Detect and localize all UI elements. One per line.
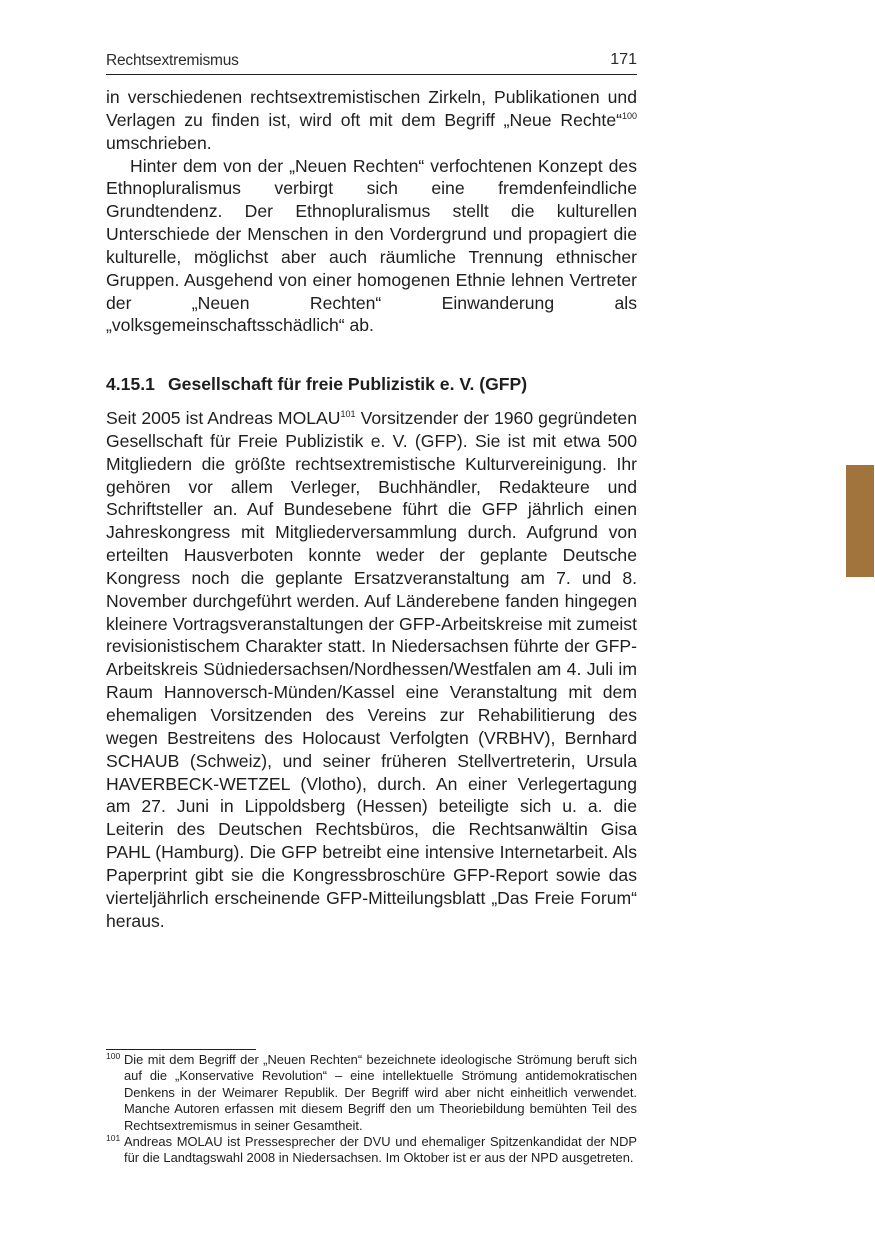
running-title: Rechtsextremismus <box>106 52 239 69</box>
section-title: Gesellschaft für freie Publizistik e. V. (GFP) <box>168 374 528 394</box>
footnote-100 <box>106 1052 637 1134</box>
intro-p1-tail: umschrieben. <box>106 132 212 153</box>
running-header <box>106 50 637 75</box>
section-heading <box>106 374 637 395</box>
footnotes <box>106 1052 637 1167</box>
section-p-rest: Vorsitzender der 1960 gegründeten Gesellschaft für Freie Publizistik e. V. (GFP). Sie ist mit etwa 500 Mitgliedern die größte rechtsextremistische Kulturvereinigung. Ihr gehören vor allem Verleger, Buchhändler, Redakteure und Schriftsteller an. Auf Bundesebene führt die GFP jährlich einen Jahreskongress mit Mitgliederversammlung durch. Aufgrund von erteilten Hausverboten konnte weder der geplante Deutsche Kongress noch die geplante Ersatzveranstaltung am 7. und 8. November durchgeführt werden. Auf Länderebene fanden hingegen kleinere Vortragsveranstaltungen der GFP-Arbeitskreise mit zumeist revisionistischem Charakter statt. In Niedersachsen führte der GFP-Arbeitskreis Südniedersachsen/Nordhessen/Westfalen am 4. Juli im Raum Hannoversch-Münden/Kassel eine Veranstaltung mit dem ehemaligen Vorsitzenden des Vereins zur Rehabilitierung des wegen Bestreitens des Holocaust Verfolgten (VRBHV), Bernhard SCHAUB (Schweiz), und seiner früheren Stellvertreterin, Ursula HAVERBECK-WETZEL (Vlotho), durch. An einer Verlegertagung am 27. Juni in Lippoldsberg (Hessen) beteiligte sich u. a. die Leiterin des Deutschen Rechtsbüros, die Rechtsanwältin Gisa PAHL (Hamburg). Die GFP betreibt eine intensive Internetarbeit. Als Paperprint gibt sie die Kongressbroschüre GFP-Report sowie das vierteljährlich erscheinende GFP-Mitteilungsblatt „Das Freie Forum“ heraus. <box>106 408 637 931</box>
intro-p1-text: in verschiedenen rechtsextremistischen Zirkeln, Publikationen und Verlagen zu finden ist, wird oft mit dem Begriff „Neue Rechte“ <box>106 87 637 130</box>
footnote-number: 101 <box>106 1133 121 1144</box>
footnote-ref-101[interactable]: 101 <box>340 409 356 419</box>
section-paragraph <box>106 407 637 932</box>
footnote-text: Die mit dem Begriff der „Neuen Rechten“ bezeichnete ideologische Strömung beruft sich auf die „Konservative Revolution“ – eine intellektuelle Strömung antidemokratischen Denkens in der Weimarer Republik. Der Begriff wird aber nicht einheitlich verwendet. Manche Autoren erfassen mit diesem Begriff den um Theoriebildung bemühten Teil des Rechtsextremismus in seiner Gesamtheit. <box>124 1052 637 1133</box>
chapter-thumb-tab <box>846 465 874 577</box>
footnote-text: Andreas MOLAU ist Pressesprecher der DVU und ehemaliger Spitzenkandidat der NDP für die Landtagswahl 2008 in Niedersachsen. Im Oktober ist er aus der NPD ausgetreten. <box>124 1134 637 1166</box>
section-text <box>106 407 637 932</box>
intro-paragraph-1 <box>106 86 637 155</box>
page-number: 171 <box>610 51 637 68</box>
footnote-101 <box>106 1134 637 1167</box>
section-p-start: Seit 2005 ist Andreas MOLAU <box>106 408 341 428</box>
footnote-number: 100 <box>106 1051 121 1061</box>
intro-text <box>106 86 637 337</box>
footnote-ref-100[interactable]: 100 <box>621 110 637 121</box>
section-number: 4.15.1 <box>106 374 155 394</box>
intro-paragraph-2: Hinter dem von der „Neuen Rechten“ verfochtenen Konzept des Ethnopluralismus verbirgt sich eine fremdenfeindliche Grundtendenz. Der Ethnopluralismus stellt die kulturellen Unterschiede der Menschen in den Vordergrund und propagiert die kulturelle, möglichst aber auch räumliche Trennung ethnischer Gruppen. Ausgehend von einer homogenen Ethnie lehnen Vertreter der „Neuen Rechten“ Einwanderung als „volksgemeinschaftsschädlich“ ab. <box>106 155 637 336</box>
footnote-divider <box>106 1049 256 1050</box>
